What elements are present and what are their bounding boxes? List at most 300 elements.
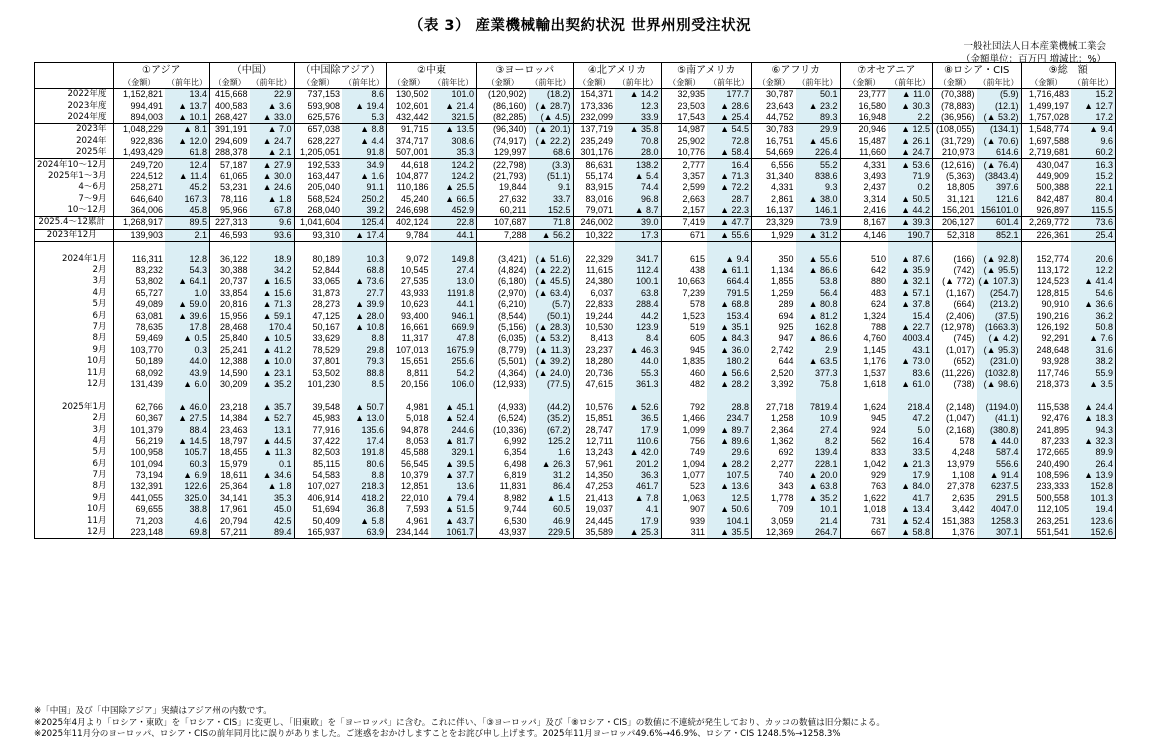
ratio-cell: 47.8 (431, 333, 477, 344)
amount-cell: 1,376 (933, 527, 977, 539)
row-label: 2025年 (35, 147, 114, 159)
row-label: 2023年度 (67, 100, 107, 111)
region-header: ⑥アフリカ (752, 63, 841, 78)
amount-cell: 10,623 (387, 299, 431, 310)
ratio-cell: (▲ 45.5) (529, 276, 574, 287)
amount-cell: 34,141 (210, 493, 250, 504)
amount-cell: 18,611 (210, 470, 250, 481)
amount-cell: 578 (933, 436, 977, 447)
ratio-cell: ▲ 13.7 (165, 100, 210, 111)
ratio-cell: ▲ 52.6 (615, 402, 661, 413)
spacer-cell (840, 390, 888, 401)
amount-cell: 246,002 (573, 217, 615, 229)
spacer-cell (573, 242, 615, 254)
ratio-cell: 4047.0 (977, 504, 1022, 515)
ratio-cell: ▲ 8.7 (615, 205, 661, 217)
amount-cell: 8,982 (477, 493, 529, 504)
amount-cell: 350 (752, 253, 796, 264)
ratio-cell: 162.8 (796, 322, 841, 333)
amount-cell: 190,216 (1021, 310, 1071, 321)
amount-cell: 20,737 (210, 276, 250, 287)
ratio-subheader: （前年比） (529, 77, 574, 89)
ratio-cell: ▲ 17.4 (342, 229, 387, 241)
ratio-cell: 8.4 (615, 333, 661, 344)
amount-cell: 240,490 (1021, 459, 1071, 470)
ratio-cell: ▲ 41.2 (250, 345, 295, 356)
ratio-cell: (5.7) (529, 299, 574, 310)
ratio-cell: ▲ 42.0 (615, 447, 661, 458)
amount-cell: 92,291 (1021, 333, 1071, 344)
spacer-cell (1071, 390, 1116, 401)
amount-cell: 10,322 (573, 229, 615, 241)
ratio-cell: 91.1 (342, 182, 387, 193)
ratio-cell: 42.5 (250, 515, 295, 526)
ratio-cell: 17.4 (342, 436, 387, 447)
amount-subheader: （金額） (933, 77, 977, 89)
amount-cell: 31,340 (752, 171, 796, 182)
ratio-cell: ▲ 5.4 (615, 171, 661, 182)
ratio-cell: ▲ 72.2 (707, 182, 752, 193)
amount-cell: 234,144 (387, 527, 431, 539)
amount-cell: (8,544) (477, 310, 529, 321)
amount-cell: 20,946 (840, 124, 888, 136)
ratio-cell: 88.4 (165, 424, 210, 435)
table-row (35, 515, 1116, 526)
row-label: 9月 (92, 344, 107, 355)
amount-cell: 56,545 (387, 459, 431, 470)
amount-cell: 50,167 (294, 322, 342, 333)
amount-cell: 894,003 (113, 112, 165, 124)
ratio-cell: 228.1 (796, 459, 841, 470)
amount-cell: 54,669 (752, 147, 796, 159)
amount-cell: 2,520 (752, 367, 796, 378)
ratio-cell: ▲ 37.7 (431, 470, 477, 481)
ratio-cell: 13.1 (250, 424, 295, 435)
ratio-cell: 218.4 (888, 402, 933, 413)
ratio-cell: 1.6 (529, 447, 574, 458)
amount-cell: 7,593 (387, 504, 431, 515)
ratio-cell: 123.9 (615, 322, 661, 333)
amount-cell: 115,538 (1021, 402, 1071, 413)
ratio-cell: ▲ 30.0 (250, 171, 295, 182)
row-label: 3月 (92, 276, 107, 287)
amount-cell: 10,576 (573, 402, 615, 413)
amount-cell: 880 (840, 276, 888, 287)
ratio-cell: 255.6 (431, 356, 477, 367)
amount-cell: 156,201 (933, 205, 977, 217)
amount-cell: 2,599 (661, 182, 707, 193)
amount-cell: 37,801 (294, 356, 342, 367)
amount-cell: 2,277 (752, 459, 796, 470)
ratio-cell: ▲ 11.4 (165, 171, 210, 182)
ratio-cell: 5.0 (888, 424, 933, 435)
table-row (35, 182, 1116, 193)
ratio-cell: 1675.9 (431, 345, 477, 356)
ratio-cell: ▲ 46.3 (615, 345, 661, 356)
amount-cell: 223,148 (113, 527, 165, 539)
ratio-cell: ▲ 52.4 (888, 515, 933, 526)
ratio-cell: ▲ 18.3 (1071, 413, 1116, 424)
amount-cell: (8,779) (477, 345, 529, 356)
amount-cell: 12,369 (752, 527, 796, 539)
amount-cell: 101,230 (294, 379, 342, 390)
amount-cell: 56,219 (113, 436, 165, 447)
ratio-cell: ▲ 35.7 (250, 402, 295, 413)
amount-cell: 23,643 (752, 100, 796, 111)
ratio-cell: ▲ 15.6 (250, 288, 295, 299)
ratio-cell: 22.1 (1071, 182, 1116, 193)
amount-cell: 8,811 (387, 367, 431, 378)
ratio-cell: 27.4 (431, 265, 477, 276)
amount-cell: 11,831 (477, 481, 529, 492)
amount-cell: 402,124 (387, 217, 431, 229)
amount-cell: 1,018 (840, 504, 888, 515)
ratio-cell: 125.4 (342, 217, 387, 229)
amount-cell: 126,192 (1021, 322, 1071, 333)
ratio-cell: 43.1 (888, 345, 933, 356)
amount-cell: 124,523 (1021, 276, 1071, 287)
amount-cell: 50,189 (113, 356, 165, 367)
ratio-cell: ▲ 52.4 (431, 413, 477, 424)
amount-cell: 107,687 (477, 217, 529, 229)
amount-cell: 36,122 (210, 253, 250, 264)
amount-cell: 93,400 (387, 310, 431, 321)
ratio-cell: ▲ 89.6 (707, 436, 752, 447)
ratio-cell: ▲ 28.2 (707, 379, 752, 390)
amount-cell: (5,363) (933, 171, 977, 182)
ratio-cell: 152.6 (1071, 527, 1116, 539)
amount-cell: 756 (661, 436, 707, 447)
amount-cell: 10,379 (387, 470, 431, 481)
ratio-cell: 153.4 (707, 310, 752, 321)
ratio-cell: ▲ 25.5 (431, 182, 477, 193)
amount-cell: 172,665 (1021, 447, 1071, 458)
amount-cell: 33,854 (210, 288, 250, 299)
ratio-cell: 201.2 (615, 459, 661, 470)
ratio-cell: 13.6 (431, 481, 477, 492)
spacer-cell (888, 242, 933, 254)
amount-cell: 568,524 (294, 194, 342, 205)
ratio-cell: 9.6 (250, 217, 295, 229)
amount-cell: (12,978) (933, 322, 977, 333)
amount-cell: 20,794 (210, 515, 250, 526)
amount-cell: 406,914 (294, 493, 342, 504)
row-label: 6月 (92, 310, 107, 321)
ratio-cell: 5.3 (342, 112, 387, 124)
ratio-cell: 72.8 (707, 136, 752, 147)
ratio-cell: (1663.3) (977, 322, 1022, 333)
amount-cell: 25,241 (210, 345, 250, 356)
amount-cell: 2,861 (752, 194, 796, 205)
ratio-cell: ▲ 9.4 (1071, 124, 1116, 136)
row-label: 9月 (92, 492, 107, 503)
amount-cell: 101,379 (113, 424, 165, 435)
region-header: ⑤南アメリカ (661, 63, 752, 78)
amount-cell: 11,317 (387, 333, 431, 344)
ratio-cell: 614.6 (977, 147, 1022, 159)
ratio-cell: ▲ 33.0 (250, 112, 295, 124)
amount-cell: 692 (752, 447, 796, 458)
amount-cell: 3,357 (661, 171, 707, 182)
amount-cell: 642 (840, 265, 888, 276)
ratio-cell: ▲ 39.5 (431, 459, 477, 470)
spacer-cell (1071, 242, 1116, 254)
amount-cell: 926,897 (1021, 205, 1071, 217)
amount-cell: 22,833 (573, 299, 615, 310)
ratio-cell: 377.3 (796, 367, 841, 378)
ratio-cell: ▲ 44.5 (250, 436, 295, 447)
amount-cell: 667 (840, 527, 888, 539)
ratio-cell: ▲ 21.4 (431, 100, 477, 111)
ratio-cell: 124.2 (431, 159, 477, 171)
amount-cell: 14,590 (210, 367, 250, 378)
amount-cell: 2,269,772 (1021, 217, 1071, 229)
amount-cell: 87,233 (1021, 436, 1071, 447)
ratio-cell: 93.6 (250, 229, 295, 241)
spacer-cell (387, 242, 431, 254)
amount-cell: 2,364 (752, 424, 796, 435)
amount-cell: 206,127 (933, 217, 977, 229)
ratio-cell: 329.1 (431, 447, 477, 458)
ratio-cell: 13.4 (165, 89, 210, 101)
table-row (35, 345, 1116, 356)
amount-cell: 33,065 (294, 276, 342, 287)
amount-cell: (82,285) (477, 112, 529, 124)
amount-cell: (78,883) (933, 100, 977, 111)
spacer-cell (752, 242, 796, 254)
ratio-cell: ▲ 81.2 (796, 310, 841, 321)
amount-cell: 301,176 (573, 147, 615, 159)
amount-cell: 6,556 (752, 159, 796, 171)
amount-cell: 39,548 (294, 402, 342, 413)
amount-cell: 1,362 (752, 436, 796, 447)
ratio-cell: 9.3 (796, 182, 841, 193)
ratio-cell: 36.2 (1071, 310, 1116, 321)
amount-cell: 22,010 (387, 493, 431, 504)
amount-cell: 43,933 (387, 288, 431, 299)
ratio-cell: (▲ 11.3) (529, 345, 574, 356)
amount-cell: 657,038 (294, 124, 342, 136)
amount-cell: 12,851 (387, 481, 431, 492)
amount-cell: 22,329 (573, 253, 615, 264)
spacer-cell (796, 242, 841, 254)
amount-cell: 10,545 (387, 265, 431, 276)
ratio-cell: (▲ 95.5) (977, 265, 1022, 276)
amount-cell: 61,065 (210, 171, 250, 182)
table-row (35, 481, 1116, 492)
ratio-cell: 44.2 (615, 310, 661, 321)
region-header: ⑦オセアニア (840, 63, 933, 78)
ratio-cell: 17.9 (615, 424, 661, 435)
ratio-cell: 74.4 (615, 182, 661, 193)
amount-cell: 37,422 (294, 436, 342, 447)
amount-cell: 510 (840, 253, 888, 264)
amount-cell: 50,409 (294, 515, 342, 526)
ratio-cell: ▲ 55.6 (796, 253, 841, 264)
ratio-cell: 8.6 (342, 89, 387, 101)
amount-cell: 7,419 (661, 217, 707, 229)
spacer-cell (165, 242, 210, 254)
ratio-cell: 190.7 (888, 229, 933, 241)
ratio-subheader: （前年比） (707, 77, 752, 89)
table-row (35, 124, 1116, 136)
ratio-cell: 94.3 (1071, 424, 1116, 435)
ratio-cell: 123.6 (1071, 515, 1116, 526)
ratio-cell: 89.5 (165, 217, 210, 229)
ratio-cell: 1061.7 (431, 527, 477, 539)
amount-cell: 63,081 (113, 310, 165, 321)
ratio-cell: 50.1 (796, 89, 841, 101)
amount-cell: 27,632 (477, 194, 529, 205)
table-row (35, 159, 1116, 171)
table-row (35, 147, 1116, 159)
amount-cell: 311 (661, 527, 707, 539)
amount-cell: 1,048,229 (113, 124, 165, 136)
spacer-cell (1021, 390, 1071, 401)
ratio-cell: ▲ 87.6 (888, 253, 933, 264)
ratio-cell: (213.2) (977, 299, 1022, 310)
amount-cell: 27,718 (752, 402, 796, 413)
row-label: 5月 (92, 447, 107, 458)
ratio-cell: ▲ 10.0 (250, 356, 295, 367)
amount-cell: (▲ 772) (933, 276, 977, 287)
ratio-cell: 22.9 (250, 89, 295, 101)
ratio-cell: ▲ 79.4 (431, 493, 477, 504)
ratio-cell: (44.2) (529, 402, 574, 413)
ratio-cell: ▲ 27.5 (165, 413, 210, 424)
ratio-cell: ▲ 28.2 (707, 459, 752, 470)
table-row (35, 527, 1116, 539)
ratio-cell: ▲ 25.3 (615, 527, 661, 539)
amount-cell: 1,622 (840, 493, 888, 504)
ratio-cell: 170.4 (250, 322, 295, 333)
ratio-cell: ▲ 24.7 (250, 136, 295, 147)
ratio-cell: 146.1 (796, 205, 841, 217)
table-row (35, 194, 1116, 205)
row-label: 2024年10～12月 (37, 159, 107, 170)
ratio-cell: ▲ 39.3 (888, 217, 933, 229)
ratio-cell: 180.2 (707, 356, 752, 367)
row-label: 2023年 (76, 124, 107, 135)
amount-cell: 628,227 (294, 136, 342, 147)
spacer-cell (752, 390, 796, 401)
ratio-cell: 69.8 (165, 527, 210, 539)
spacer-cell (529, 390, 574, 401)
ratio-cell: 104.1 (707, 515, 752, 526)
amount-subheader: （金額） (477, 77, 529, 89)
amount-cell: 449,909 (1021, 171, 1071, 182)
table-row (35, 333, 1116, 344)
amount-cell: 268,427 (210, 112, 250, 124)
spacer-cell (661, 242, 707, 254)
amount-cell: 10,530 (573, 322, 615, 333)
amount-cell: 31,873 (294, 288, 342, 299)
ratio-cell: 89.3 (796, 112, 841, 124)
ratio-cell: 124.2 (431, 171, 477, 182)
row-label: 2025.4～12累計 (35, 217, 114, 229)
amount-cell: 792 (661, 402, 707, 413)
ratio-cell: 45.2 (165, 182, 210, 193)
amount-cell: 45,983 (294, 413, 342, 424)
amount-cell: 1,624 (840, 402, 888, 413)
amount-cell: 460 (661, 367, 707, 378)
amount-cell: 994,491 (113, 100, 165, 111)
ratio-cell: 34.9 (342, 159, 387, 171)
amount-cell: 60,367 (113, 413, 165, 424)
amount-cell: (742) (933, 265, 977, 276)
spacer-cell (933, 390, 977, 401)
ratio-cell: 19.4 (1071, 504, 1116, 515)
ratio-cell: 55.9 (1071, 367, 1116, 378)
ratio-cell: (5.9) (977, 89, 1022, 101)
amount-cell: 16,580 (840, 100, 888, 111)
ratio-cell: 28.0 (615, 147, 661, 159)
ratio-cell: 669.9 (431, 322, 477, 333)
amount-cell: 25,840 (210, 333, 250, 344)
amount-cell: 1,042 (840, 459, 888, 470)
ratio-cell: (35.2) (529, 413, 574, 424)
amount-cell: 1,855 (752, 276, 796, 287)
ratio-cell: ▲ 10.5 (250, 333, 295, 344)
ratio-cell: ▲ 50.7 (342, 402, 387, 413)
amount-cell: 8,053 (387, 436, 431, 447)
table-row (35, 322, 1116, 333)
ratio-cell: (▲ 51.6) (529, 253, 574, 264)
amount-cell: 47,615 (573, 379, 615, 390)
amount-cell: 27,378 (933, 481, 977, 492)
ratio-cell: 291.5 (977, 493, 1022, 504)
row-label: 12月 (87, 527, 107, 538)
ratio-cell: 7819.4 (796, 402, 841, 413)
spacer-cell (165, 390, 210, 401)
ratio-cell: 110.6 (615, 436, 661, 447)
table-row (35, 379, 1116, 390)
row-label: 2023年12月 (35, 229, 114, 241)
amount-cell: 20,816 (210, 299, 250, 310)
ratio-cell: 105.7 (165, 447, 210, 458)
region-header: ⑧ロシア・CIS (933, 63, 1022, 78)
ratio-cell: 308.6 (431, 136, 477, 147)
ratio-cell: ▲ 45.6 (796, 136, 841, 147)
amount-cell: 11,615 (573, 265, 615, 276)
amount-cell: 16,661 (387, 322, 431, 333)
amount-cell: (4,824) (477, 265, 529, 276)
ratio-cell: ▲ 1.6 (342, 171, 387, 182)
ratio-cell: 0.2 (888, 182, 933, 193)
amount-cell: 374,717 (387, 136, 431, 147)
amount-cell: 33,629 (294, 333, 342, 344)
amount-cell: 4,331 (752, 182, 796, 193)
amount-cell: 578 (661, 299, 707, 310)
amount-cell: 28,273 (294, 299, 342, 310)
ratio-cell: 60.2 (1071, 147, 1116, 159)
amount-cell: 173,336 (573, 100, 615, 111)
ratio-cell: ▲ 10.1 (165, 112, 210, 124)
amount-cell: 605 (661, 333, 707, 344)
amount-cell: 9,784 (387, 229, 431, 241)
row-label: 10～12月 (35, 205, 114, 217)
ratio-cell: 54.2 (431, 367, 477, 378)
table-row (35, 288, 1116, 299)
ratio-cell: 44.1 (431, 299, 477, 310)
amount-cell: 23,237 (573, 345, 615, 356)
region-header: ②中東 (387, 63, 477, 78)
amount-cell: 694 (752, 310, 796, 321)
ratio-cell: ▲ 30.3 (888, 100, 933, 111)
amount-cell: (22,798) (477, 159, 529, 171)
amount-cell: 21,413 (573, 493, 615, 504)
amount-cell: 224,512 (113, 171, 165, 182)
